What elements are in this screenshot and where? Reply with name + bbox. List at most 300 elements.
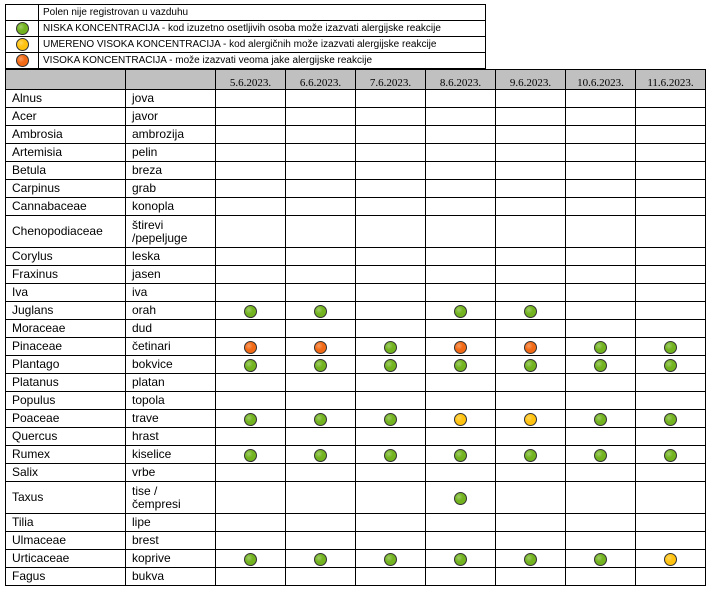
table-row [6, 568, 706, 586]
table-row [6, 266, 706, 284]
concentration-cell [566, 90, 636, 108]
latin-name: Ambrosia [6, 126, 126, 144]
concentration-cell [566, 514, 636, 532]
table-row [6, 374, 706, 392]
latin-name: Iva [6, 284, 126, 302]
local-name: platan [126, 374, 216, 392]
latin-name: Moraceae [6, 320, 126, 338]
concentration-cell [426, 302, 496, 320]
concentration-cell [566, 428, 636, 446]
green-circle-icon [314, 449, 327, 462]
concentration-cell [286, 410, 356, 428]
concentration-cell [426, 90, 496, 108]
green-circle-icon [594, 553, 607, 566]
green-circle-icon [594, 413, 607, 426]
latin-name: Poaceae [6, 410, 126, 428]
concentration-cell [566, 374, 636, 392]
green-circle-icon [524, 305, 537, 318]
concentration-cell [566, 266, 636, 284]
concentration-cell [426, 162, 496, 180]
concentration-cell [426, 198, 496, 216]
concentration-cell [286, 514, 356, 532]
green-circle-icon [664, 359, 677, 372]
concentration-cell [566, 198, 636, 216]
concentration-cell [216, 532, 286, 550]
pollen-table [5, 69, 706, 586]
yellow-circle-icon [524, 413, 537, 426]
latin-name: Salix [6, 464, 126, 482]
latin-name: Artemisia [6, 144, 126, 162]
latin-name: Plantago [6, 356, 126, 374]
green-circle-icon [524, 359, 537, 372]
table-row [6, 248, 706, 266]
date-header-cell: 9.6.2023. [496, 70, 566, 90]
concentration-cell [356, 482, 426, 514]
local-name: trave [126, 410, 216, 428]
concentration-cell [566, 338, 636, 356]
concentration-cell [216, 320, 286, 338]
concentration-cell [426, 284, 496, 302]
concentration-cell [636, 180, 706, 198]
concentration-cell [286, 550, 356, 568]
concentration-cell [356, 356, 426, 374]
concentration-cell [286, 108, 356, 126]
concentration-cell [426, 338, 496, 356]
concentration-cell [566, 216, 636, 248]
latin-name: Tilia [6, 514, 126, 532]
table-row [6, 302, 706, 320]
local-name: hrast [126, 428, 216, 446]
header-blank-cell [6, 70, 126, 90]
concentration-cell [286, 198, 356, 216]
concentration-cell [286, 180, 356, 198]
local-name: štirevi /pepeljuge [126, 216, 216, 248]
concentration-cell [426, 482, 496, 514]
concentration-cell [636, 216, 706, 248]
concentration-cell [566, 464, 636, 482]
legend-icon-cell [6, 53, 39, 69]
local-name: grab [126, 180, 216, 198]
latin-name: Ulmaceae [6, 532, 126, 550]
concentration-cell [356, 126, 426, 144]
concentration-cell [286, 428, 356, 446]
local-name: dud [126, 320, 216, 338]
concentration-cell [286, 126, 356, 144]
green-circle-icon [594, 449, 607, 462]
concentration-cell [356, 392, 426, 410]
concentration-cell [216, 392, 286, 410]
concentration-cell [496, 320, 566, 338]
table-row [6, 284, 706, 302]
local-name: bokvice [126, 356, 216, 374]
local-name: iva [126, 284, 216, 302]
concentration-cell [496, 126, 566, 144]
concentration-cell [286, 464, 356, 482]
concentration-cell [286, 392, 356, 410]
concentration-cell [216, 338, 286, 356]
concentration-cell [636, 144, 706, 162]
green-circle-icon [454, 553, 467, 566]
concentration-cell [286, 356, 356, 374]
table-row [6, 464, 706, 482]
concentration-cell [356, 514, 426, 532]
table-row [6, 198, 706, 216]
table-row [6, 428, 706, 446]
concentration-cell [426, 180, 496, 198]
concentration-cell [636, 428, 706, 446]
concentration-cell [636, 90, 706, 108]
concentration-cell [286, 568, 356, 586]
green-circle-icon [314, 359, 327, 372]
concentration-cell [496, 446, 566, 464]
local-name: jasen [126, 266, 216, 284]
concentration-cell [636, 198, 706, 216]
concentration-cell [286, 284, 356, 302]
concentration-cell [426, 266, 496, 284]
local-name: javor [126, 108, 216, 126]
local-name: četinari [126, 338, 216, 356]
concentration-cell [566, 568, 636, 586]
concentration-cell [356, 302, 426, 320]
concentration-cell [566, 180, 636, 198]
table-row [6, 126, 706, 144]
concentration-cell [426, 550, 496, 568]
concentration-cell [426, 126, 496, 144]
date-header-cell: 11.6.2023. [636, 70, 706, 90]
concentration-cell [356, 532, 426, 550]
concentration-cell [426, 428, 496, 446]
green-circle-icon [244, 359, 257, 372]
orange-circle-icon [524, 341, 537, 354]
legend-row-moderate [6, 37, 486, 53]
latin-name: Fagus [6, 568, 126, 586]
local-name: brest [126, 532, 216, 550]
concentration-cell [286, 144, 356, 162]
concentration-cell [636, 410, 706, 428]
legend-row-low [6, 21, 486, 37]
concentration-cell [216, 302, 286, 320]
concentration-cell [356, 410, 426, 428]
concentration-cell [216, 90, 286, 108]
latin-name: Taxus [6, 482, 126, 514]
concentration-cell [216, 180, 286, 198]
concentration-cell [636, 284, 706, 302]
concentration-cell [566, 550, 636, 568]
local-name: breza [126, 162, 216, 180]
green-circle-icon [594, 341, 607, 354]
concentration-cell [636, 302, 706, 320]
local-name: tise / čempresi [126, 482, 216, 514]
orange-circle-icon [454, 341, 467, 354]
concentration-cell [636, 374, 706, 392]
concentration-cell [216, 464, 286, 482]
local-name: koprive [126, 550, 216, 568]
concentration-cell [636, 108, 706, 126]
latin-name: Alnus [6, 90, 126, 108]
concentration-cell [216, 550, 286, 568]
table-row [6, 162, 706, 180]
concentration-cell [216, 482, 286, 514]
table-row [6, 338, 706, 356]
latin-name: Pinaceae [6, 338, 126, 356]
concentration-cell [496, 568, 566, 586]
latin-name: Chenopodiaceae [6, 216, 126, 248]
concentration-cell [286, 482, 356, 514]
concentration-cell [496, 248, 566, 266]
date-header-cell: 10.6.2023. [566, 70, 636, 90]
concentration-cell [216, 428, 286, 446]
concentration-cell [426, 410, 496, 428]
concentration-cell [566, 320, 636, 338]
concentration-cell [356, 428, 426, 446]
concentration-cell [636, 568, 706, 586]
concentration-cell [426, 108, 496, 126]
concentration-cell [496, 550, 566, 568]
latin-name: Urticaceae [6, 550, 126, 568]
concentration-cell [496, 356, 566, 374]
green-circle-icon [454, 492, 467, 505]
concentration-cell [216, 198, 286, 216]
concentration-cell [286, 248, 356, 266]
concentration-cell [636, 338, 706, 356]
green-circle-icon [314, 413, 327, 426]
concentration-cell [566, 284, 636, 302]
latin-name: Populus [6, 392, 126, 410]
latin-name: Juglans [6, 302, 126, 320]
concentration-cell [566, 482, 636, 514]
concentration-cell [286, 446, 356, 464]
table-row [6, 216, 706, 248]
concentration-cell [286, 90, 356, 108]
concentration-cell [286, 374, 356, 392]
green-circle-icon [664, 413, 677, 426]
concentration-cell [356, 568, 426, 586]
latin-name: Quercus [6, 428, 126, 446]
green-circle-icon [16, 22, 29, 35]
concentration-cell [216, 266, 286, 284]
legend-text: UMERENO VISOKA KONCENTRACIJA - kod alergičnih može izazvati alergijske reakcije [39, 37, 486, 53]
concentration-cell [356, 320, 426, 338]
concentration-cell [426, 216, 496, 248]
concentration-cell [216, 248, 286, 266]
concentration-cell [496, 514, 566, 532]
green-circle-icon [454, 359, 467, 372]
concentration-cell [566, 446, 636, 464]
table-row [6, 90, 706, 108]
latin-name: Rumex [6, 446, 126, 464]
concentration-cell [216, 568, 286, 586]
local-name: leska [126, 248, 216, 266]
concentration-cell [496, 90, 566, 108]
concentration-cell [216, 126, 286, 144]
latin-name: Platanus [6, 374, 126, 392]
yellow-circle-icon [664, 553, 677, 566]
latin-name: Betula [6, 162, 126, 180]
yellow-circle-icon [16, 38, 29, 51]
concentration-cell [356, 198, 426, 216]
concentration-cell [356, 464, 426, 482]
concentration-cell [426, 446, 496, 464]
concentration-cell [636, 532, 706, 550]
local-name: ambrozija [126, 126, 216, 144]
concentration-cell [356, 446, 426, 464]
local-name: jova [126, 90, 216, 108]
green-circle-icon [384, 553, 397, 566]
concentration-cell [216, 216, 286, 248]
concentration-cell [566, 302, 636, 320]
latin-name: Corylus [6, 248, 126, 266]
green-circle-icon [384, 413, 397, 426]
green-circle-icon [244, 553, 257, 566]
concentration-cell [426, 392, 496, 410]
concentration-cell [636, 162, 706, 180]
concentration-cell [496, 428, 566, 446]
concentration-cell [356, 338, 426, 356]
concentration-cell [496, 266, 566, 284]
green-circle-icon [384, 341, 397, 354]
concentration-cell [216, 162, 286, 180]
concentration-cell [286, 532, 356, 550]
date-header-cell: 5.6.2023. [216, 70, 286, 90]
legend-icon-cell [6, 5, 39, 21]
table-row [6, 514, 706, 532]
concentration-cell [636, 514, 706, 532]
concentration-cell [216, 374, 286, 392]
date-header-cell: 7.6.2023. [356, 70, 426, 90]
concentration-cell [356, 374, 426, 392]
concentration-cell [636, 464, 706, 482]
concentration-cell [496, 198, 566, 216]
orange-circle-icon [16, 54, 29, 67]
table-row [6, 180, 706, 198]
table-row [6, 320, 706, 338]
concentration-cell [426, 532, 496, 550]
table-row [6, 410, 706, 428]
concentration-cell [636, 446, 706, 464]
concentration-cell [286, 162, 356, 180]
local-name: vrbe [126, 464, 216, 482]
legend-table [5, 4, 486, 69]
concentration-cell [566, 144, 636, 162]
concentration-cell [496, 374, 566, 392]
legend-text: VISOKA KONCENTRACIJA - može izazvati veoma jake alergijske reakcije [39, 53, 486, 69]
green-circle-icon [664, 341, 677, 354]
table-row [6, 392, 706, 410]
concentration-cell [566, 356, 636, 374]
local-name: orah [126, 302, 216, 320]
concentration-cell [496, 532, 566, 550]
concentration-cell [496, 302, 566, 320]
concentration-cell [426, 248, 496, 266]
table-row [6, 108, 706, 126]
concentration-cell [356, 180, 426, 198]
concentration-cell [496, 108, 566, 126]
concentration-cell [216, 108, 286, 126]
green-circle-icon [244, 449, 257, 462]
concentration-cell [496, 482, 566, 514]
orange-circle-icon [314, 341, 327, 354]
concentration-cell [356, 266, 426, 284]
concentration-cell [356, 162, 426, 180]
concentration-cell [216, 410, 286, 428]
green-circle-icon [594, 359, 607, 372]
legend-row-none [6, 5, 486, 21]
table-row [6, 550, 706, 568]
concentration-cell [286, 216, 356, 248]
concentration-cell [496, 338, 566, 356]
concentration-cell [496, 284, 566, 302]
green-circle-icon [244, 413, 257, 426]
concentration-cell [356, 90, 426, 108]
concentration-cell [496, 410, 566, 428]
concentration-cell [286, 338, 356, 356]
latin-name: Fraxinus [6, 266, 126, 284]
concentration-cell [356, 284, 426, 302]
green-circle-icon [384, 359, 397, 372]
concentration-cell [426, 568, 496, 586]
concentration-cell [286, 302, 356, 320]
green-circle-icon [524, 553, 537, 566]
concentration-cell [636, 356, 706, 374]
concentration-cell [286, 320, 356, 338]
orange-circle-icon [244, 341, 257, 354]
local-name: bukva [126, 568, 216, 586]
concentration-cell [566, 410, 636, 428]
table-row [6, 446, 706, 464]
concentration-cell [356, 108, 426, 126]
legend-text: Polen nije registrovan u vazduhu [39, 5, 486, 21]
green-circle-icon [314, 553, 327, 566]
concentration-cell [636, 126, 706, 144]
concentration-cell [636, 392, 706, 410]
concentration-cell [216, 356, 286, 374]
table-row [6, 144, 706, 162]
legend-text: NISKA KONCENTRACIJA - kod izuzetno osetljivih osoba može izazvati alergijske reakcije [39, 21, 486, 37]
latin-name: Cannabaceae [6, 198, 126, 216]
green-circle-icon [454, 449, 467, 462]
concentration-cell [216, 284, 286, 302]
yellow-circle-icon [454, 413, 467, 426]
concentration-cell [356, 216, 426, 248]
concentration-cell [496, 216, 566, 248]
concentration-cell [216, 514, 286, 532]
concentration-cell [566, 162, 636, 180]
concentration-cell [636, 266, 706, 284]
concentration-cell [496, 180, 566, 198]
concentration-cell [426, 356, 496, 374]
concentration-cell [566, 392, 636, 410]
concentration-cell [566, 108, 636, 126]
concentration-cell [636, 550, 706, 568]
legend-icon-cell [6, 21, 39, 37]
green-circle-icon [244, 305, 257, 318]
concentration-cell [356, 550, 426, 568]
header-blank-cell [126, 70, 216, 90]
table-row [6, 356, 706, 374]
concentration-cell [496, 162, 566, 180]
latin-name: Carpinus [6, 180, 126, 198]
concentration-cell [426, 464, 496, 482]
latin-name: Acer [6, 108, 126, 126]
concentration-cell [426, 374, 496, 392]
concentration-cell [496, 464, 566, 482]
legend-icon-cell [6, 37, 39, 53]
concentration-cell [356, 144, 426, 162]
concentration-cell [566, 532, 636, 550]
local-name: konopla [126, 198, 216, 216]
concentration-cell [496, 144, 566, 162]
date-header-row [6, 70, 706, 90]
